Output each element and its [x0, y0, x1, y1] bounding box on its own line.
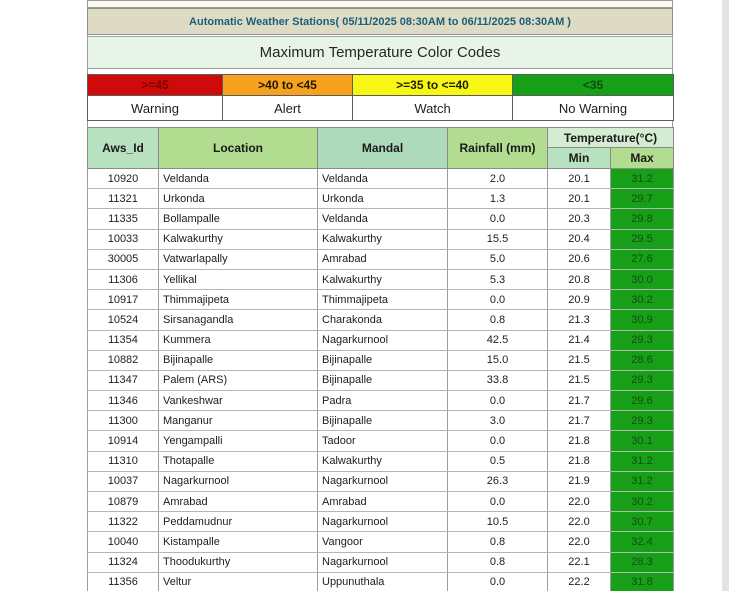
max-cell: 32.4: [611, 532, 674, 552]
date-range-bar: [87, 8, 673, 35]
min-cell: 20.3: [548, 209, 611, 229]
max-cell: 31.2: [611, 471, 674, 491]
mandal-cell: Thimmajipeta: [318, 290, 448, 310]
rainfall-cell: 10.5: [448, 512, 548, 532]
location-cell: Kistampalle: [159, 532, 318, 552]
aws-id-cell: 30005: [88, 249, 159, 269]
rainfall-cell: 26.3: [448, 471, 548, 491]
location-cell: Kummera: [159, 330, 318, 350]
table-row: [88, 431, 674, 451]
rainfall-cell: 0.0: [448, 290, 548, 310]
min-cell: 22.2: [548, 572, 611, 591]
aws-data-table: [87, 127, 674, 591]
rainfall-cell: 0.8: [448, 552, 548, 572]
table-row: [88, 492, 674, 512]
mandal-cell: Bijinapalle: [318, 411, 448, 431]
max-cell: 27.6: [611, 249, 674, 269]
legend-label-watch: Watch: [353, 96, 513, 121]
max-cell: 31.2: [611, 451, 674, 471]
location-cell: Bollampalle: [159, 209, 318, 229]
rainfall-cell: 42.5: [448, 330, 548, 350]
table-row: [88, 209, 674, 229]
mandal-cell: Kalwakurthy: [318, 451, 448, 471]
rainfall-cell: 3.0: [448, 411, 548, 431]
aws-table-body: [88, 169, 674, 591]
aws-table-header: [88, 128, 674, 169]
aws-id-cell: 10033: [88, 229, 159, 249]
table-row: [88, 189, 674, 209]
rainfall-cell: 0.0: [448, 572, 548, 591]
aws-id-cell: 10882: [88, 350, 159, 370]
min-cell: 20.1: [548, 169, 611, 189]
legend-range-no-warning: <35: [513, 75, 674, 96]
table-row: [88, 229, 674, 249]
rainfall-cell: 0.0: [448, 431, 548, 451]
legend-label-warning: Warning: [88, 96, 223, 121]
legend-range-alert: >40 to <45: [223, 75, 353, 96]
rainfall-cell: 0.0: [448, 391, 548, 411]
min-cell: 21.8: [548, 451, 611, 471]
page-title: Maximum Temperature Color Codes: [259, 44, 501, 61]
max-cell: 29.3: [611, 330, 674, 350]
location-cell: Amrabad: [159, 492, 318, 512]
min-cell: 20.1: [548, 189, 611, 209]
mandal-cell: Tadoor: [318, 431, 448, 451]
rainfall-cell: 0.8: [448, 532, 548, 552]
legend-range-watch: >=35 to <=40: [353, 75, 513, 96]
mandal-cell: Nagarkurnool: [318, 552, 448, 572]
top-partial-bar: [87, 0, 673, 8]
mandal-cell: Nagarkurnool: [318, 471, 448, 491]
location-cell: Veltur: [159, 572, 318, 591]
table-row: [88, 532, 674, 552]
rainfall-cell: 0.0: [448, 209, 548, 229]
aws-id-cell: 10040: [88, 532, 159, 552]
table-row: [88, 330, 674, 350]
table-row: [88, 411, 674, 431]
table-row: [88, 269, 674, 289]
aws-id-cell: 11354: [88, 330, 159, 350]
mandal-cell: Urkonda: [318, 189, 448, 209]
location-cell: Manganur: [159, 411, 318, 431]
aws-id-cell: 11356: [88, 572, 159, 591]
mandal-cell: Nagarkurnool: [318, 330, 448, 350]
mandal-cell: Padra: [318, 391, 448, 411]
max-cell: 30.0: [611, 269, 674, 289]
min-cell: 22.0: [548, 492, 611, 512]
aws-id-cell: 11335: [88, 209, 159, 229]
mandal-cell: Bijinapalle: [318, 350, 448, 370]
max-cell: 29.8: [611, 209, 674, 229]
legend-label-row: [88, 96, 674, 121]
mandal-cell: Uppunuthala: [318, 572, 448, 591]
aws-id-cell: 11347: [88, 370, 159, 390]
rainfall-cell: 15.5: [448, 229, 548, 249]
min-cell: 20.4: [548, 229, 611, 249]
mandal-cell: Veldanda: [318, 209, 448, 229]
min-cell: 21.7: [548, 391, 611, 411]
table-row: [88, 350, 674, 370]
aws-id-cell: 10917: [88, 290, 159, 310]
col-header-temperature: Temperature(°C): [548, 128, 674, 148]
aws-id-cell: 11306: [88, 269, 159, 289]
col-header-aws-id: Aws_Id: [88, 128, 159, 169]
max-cell: 30.9: [611, 310, 674, 330]
mandal-cell: Veldanda: [318, 169, 448, 189]
location-cell: Sirsanagandla: [159, 310, 318, 330]
min-cell: 21.4: [548, 330, 611, 350]
min-cell: 20.6: [548, 249, 611, 269]
max-cell: 28.6: [611, 350, 674, 370]
table-row: [88, 169, 674, 189]
col-header-mandal: Mandal: [318, 128, 448, 169]
legend-range-warning: >=45: [88, 75, 223, 96]
max-cell: 30.7: [611, 512, 674, 532]
aws-id-cell: 11300: [88, 411, 159, 431]
location-cell: Vankeshwar: [159, 391, 318, 411]
min-cell: 21.7: [548, 411, 611, 431]
mandal-cell: Amrabad: [318, 492, 448, 512]
legend-label-no-warning: No Warning: [513, 96, 674, 121]
rainfall-cell: 0.5: [448, 451, 548, 471]
aws-id-cell: 10879: [88, 492, 159, 512]
aws-id-cell: 11321: [88, 189, 159, 209]
location-cell: Thotapalle: [159, 451, 318, 471]
max-cell: 28.3: [611, 552, 674, 572]
max-cell: 31.2: [611, 169, 674, 189]
rainfall-cell: 5.0: [448, 249, 548, 269]
location-cell: Nagarkurnool: [159, 471, 318, 491]
rainfall-cell: 33.8: [448, 370, 548, 390]
min-cell: 22.0: [548, 532, 611, 552]
max-cell: 31.8: [611, 572, 674, 591]
min-cell: 22.0: [548, 512, 611, 532]
aws-id-cell: 10037: [88, 471, 159, 491]
location-cell: Urkonda: [159, 189, 318, 209]
location-cell: Thoodukurthy: [159, 552, 318, 572]
aws-id-cell: 11322: [88, 512, 159, 532]
location-cell: Palem (ARS): [159, 370, 318, 390]
table-row: [88, 370, 674, 390]
aws-id-cell: 11346: [88, 391, 159, 411]
location-cell: Thimmajipeta: [159, 290, 318, 310]
table-row: [88, 290, 674, 310]
rainfall-cell: 2.0: [448, 169, 548, 189]
max-cell: 29.6: [611, 391, 674, 411]
mandal-cell: Bijinapalle: [318, 370, 448, 390]
table-row: [88, 572, 674, 591]
rainfall-cell: 1.3: [448, 189, 548, 209]
mandal-cell: Kalwakurthy: [318, 229, 448, 249]
rainfall-cell: 0.0: [448, 492, 548, 512]
col-header-min: Min: [548, 148, 611, 169]
min-cell: 22.1: [548, 552, 611, 572]
mandal-cell: Amrabad: [318, 249, 448, 269]
table-row: [88, 471, 674, 491]
table-row: [88, 249, 674, 269]
min-cell: 21.5: [548, 370, 611, 390]
max-cell: 30.2: [611, 492, 674, 512]
mandal-cell: Charakonda: [318, 310, 448, 330]
table-row: [88, 512, 674, 532]
location-cell: Yengampalli: [159, 431, 318, 451]
min-cell: 20.8: [548, 269, 611, 289]
temperature-color-code-legend: [87, 74, 674, 121]
aws-id-cell: 10914: [88, 431, 159, 451]
table-row: [88, 552, 674, 572]
aws-id-cell: 10920: [88, 169, 159, 189]
min-cell: 21.3: [548, 310, 611, 330]
aws-id-cell: 10524: [88, 310, 159, 330]
min-cell: 21.8: [548, 431, 611, 451]
legend-range-row: [88, 75, 674, 96]
rainfall-cell: 0.8: [448, 310, 548, 330]
location-cell: Kalwakurthy: [159, 229, 318, 249]
location-cell: Bijinapalle: [159, 350, 318, 370]
vertical-scrollbar[interactable]: [722, 0, 729, 591]
max-cell: 30.1: [611, 431, 674, 451]
min-cell: 21.9: [548, 471, 611, 491]
aws-id-cell: 11310: [88, 451, 159, 471]
min-cell: 20.9: [548, 290, 611, 310]
mandal-cell: Kalwakurthy: [318, 269, 448, 289]
table-row: [88, 451, 674, 471]
table-row: [88, 391, 674, 411]
legend-label-alert: Alert: [223, 96, 353, 121]
max-cell: 29.3: [611, 411, 674, 431]
max-cell: 29.3: [611, 370, 674, 390]
location-cell: Peddamudnur: [159, 512, 318, 532]
date-range-text: Automatic Weather Stations( 05/11/2025 08:30AM to 06/11/2025 08:30AM ): [189, 15, 571, 28]
location-cell: Veldanda: [159, 169, 318, 189]
max-cell: 29.5: [611, 229, 674, 249]
rainfall-cell: 5.3: [448, 269, 548, 289]
max-cell: 29.7: [611, 189, 674, 209]
aws-id-cell: 11324: [88, 552, 159, 572]
table-row: [88, 310, 674, 330]
mandal-cell: Vangoor: [318, 532, 448, 552]
page-title-bar: [87, 36, 673, 69]
rainfall-cell: 15.0: [448, 350, 548, 370]
location-cell: Yellikal: [159, 269, 318, 289]
min-cell: 21.5: [548, 350, 611, 370]
col-header-max: Max: [611, 148, 674, 169]
col-header-rainfall: Rainfall (mm): [448, 128, 548, 169]
mandal-cell: Nagarkurnool: [318, 512, 448, 532]
location-cell: Vatwarlapally: [159, 249, 318, 269]
max-cell: 30.2: [611, 290, 674, 310]
col-header-location: Location: [159, 128, 318, 169]
